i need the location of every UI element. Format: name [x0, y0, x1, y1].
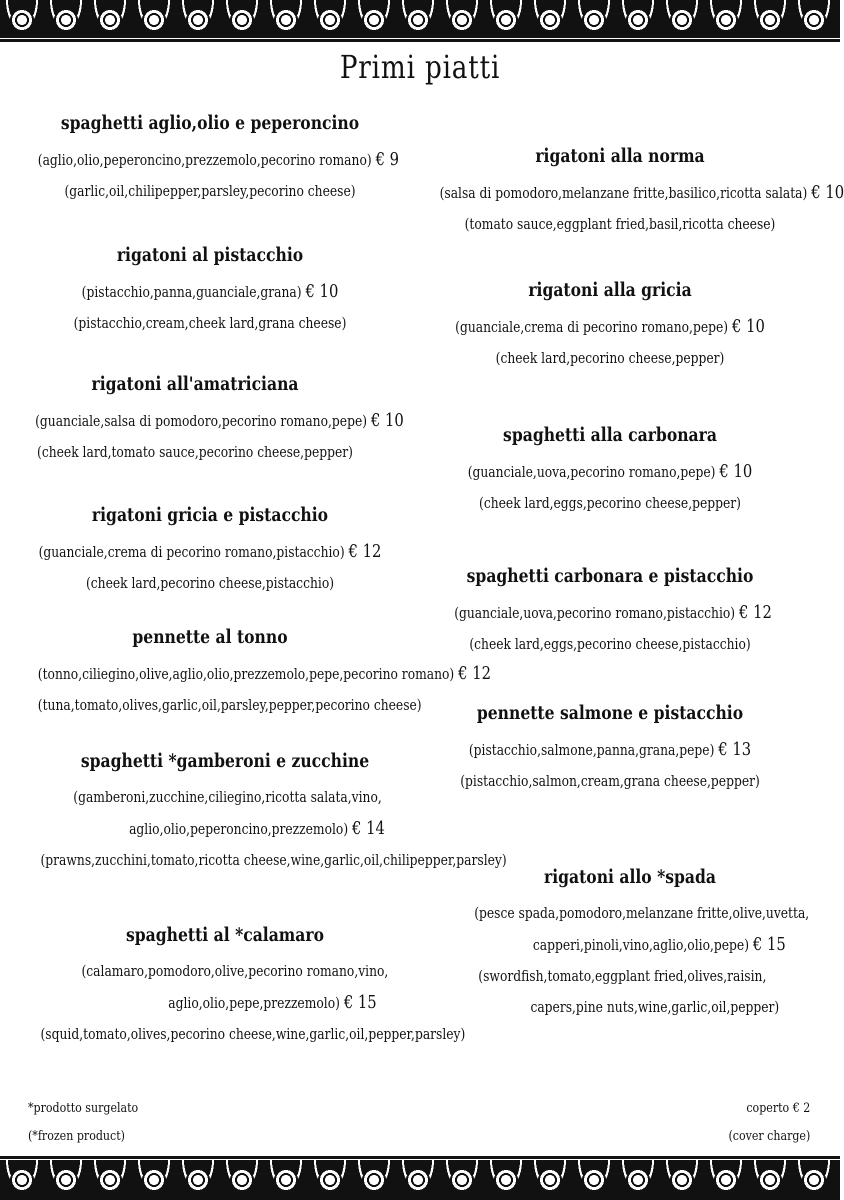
dish-ingredients-it-cont: aglio,olio,pepe,prezzemolo) € 15	[168, 992, 377, 1013]
menu-item	[458, 866, 810, 1023]
dish-name: rigatoni allo *spada	[543, 866, 717, 888]
dish-price: € 9	[375, 149, 400, 170]
dish-price: € 13	[718, 739, 752, 760]
dish-ingredients-it: (salsa di pomodoro,melanzane fritte,basilico,ricotta salata) € 10	[439, 182, 844, 203]
menu-item	[454, 279, 766, 374]
menu-item	[40, 750, 507, 876]
dish-price: € 15	[752, 934, 786, 955]
dish-ingredients-en: (prawns,zucchini,tomato,ricotta cheese,wine,garlic,oil,chilipepper,parsley)	[40, 851, 507, 869]
menu-item	[439, 145, 844, 240]
menu-item	[35, 373, 404, 468]
dish-ingredients-it: (pistacchio,salmone,panna,grana,pepe) € 13	[468, 739, 752, 760]
dish-ingredients-en: (cheek lard,pecorino cheese,pistacchio)	[85, 574, 335, 592]
menu-item	[37, 626, 492, 721]
menu-item	[454, 424, 766, 519]
frozen-note	[28, 1095, 138, 1151]
decorative-border-bottom	[0, 1160, 840, 1200]
dish-ingredients-it: (tonno,ciliegino,olive,aglio,olio,prezzemolo,pepe,pecorino romano) € 12	[37, 663, 492, 684]
dish-name: pennette al tonno	[132, 626, 288, 648]
dish-name: spaghetti al *calamaro	[125, 924, 324, 946]
dish-name: spaghetti aglio,olio e peperoncino	[60, 112, 360, 134]
menu-item	[454, 702, 766, 797]
dish-price: € 14	[352, 818, 385, 839]
menu-item	[38, 244, 382, 339]
dish-price: € 10	[719, 461, 753, 482]
dish-name: rigatoni alla norma	[535, 145, 705, 167]
dish-ingredients-it: (pistacchio,panna,guanciale,grana) € 10	[81, 281, 339, 302]
dish-ingredients-en: (pistacchio,cream,cheek lard,grana cheese)	[73, 314, 347, 332]
dish-ingredients-it: (guanciale,salsa di pomodoro,pecorino romano,pepe) € 10	[35, 410, 404, 431]
dish-name: rigatoni gricia e pistacchio	[91, 504, 329, 526]
dish-ingredients-it: (gamberoni,zucchine,ciliegino,ricotta salata,vino,	[73, 788, 382, 806]
dish-ingredients-en: (tuna,tomato,olives,garlic,oil,parsley,pepper,pecorino cheese)	[37, 696, 422, 714]
dish-ingredients-en: (garlic,oil,chilipepper,parsley,pecorino cheese)	[64, 182, 356, 200]
decorative-border-top	[0, 0, 840, 38]
frozen-note-it: *prodotto surgelato	[28, 1101, 139, 1116]
dish-name: rigatoni alla gricia	[528, 279, 692, 301]
dish-ingredients-en: (cheek lard,tomato sauce,pecorino cheese,pepper)	[37, 443, 353, 461]
dish-price: € 12	[348, 541, 382, 562]
menu-item	[454, 565, 772, 660]
dish-ingredients-it: (guanciale,uova,pecorino romano,pistacchio) € 12	[454, 602, 772, 623]
cover-charge	[728, 1095, 810, 1151]
dish-name: spaghetti alla carbonara	[503, 424, 717, 446]
dish-price: € 10	[370, 410, 404, 431]
dish-name: pennette salmone e pistacchio	[476, 702, 744, 724]
dish-ingredients-en: (cheek lard,eggs,pecorino cheese,pepper)	[479, 494, 741, 512]
dish-ingredients-en-cont: capers,pine nuts,wine,garlic,oil,pepper)	[530, 998, 780, 1016]
dish-price: € 10	[811, 182, 844, 203]
menu-item	[37, 112, 400, 207]
dish-ingredients-it: (guanciale,uova,pecorino romano,pepe) € 10	[467, 461, 753, 482]
dish-ingredients-it: (aglio,olio,peperoncino,prezzemolo,pecorino romano) € 9	[37, 149, 400, 170]
frozen-note-en: (*frozen product)	[28, 1129, 125, 1144]
dish-ingredients-en: (squid,tomato,olives,pecorino cheese,wine,garlic,oil,pepper,parsley)	[40, 1025, 466, 1043]
dish-ingredients-it: (pesce spada,pomodoro,melanzane fritte,olive,uvetta,	[474, 904, 810, 922]
dish-name: rigatoni al pistacchio	[116, 244, 304, 266]
dish-ingredients-en: (tomato sauce,eggplant fried,basil,ricotta cheese)	[464, 215, 776, 233]
dish-name: spaghetti *gamberoni e zucchine	[80, 750, 370, 772]
cover-charge-en: (cover charge)	[728, 1129, 810, 1144]
dish-ingredients-en: (cheek lard,eggs,pecorino cheese,pistacchio)	[469, 635, 751, 653]
dish-ingredients-en: (swordfish,tomato,eggplant fried,olives,raisin,	[478, 967, 767, 985]
dish-ingredients-it-cont: aglio,olio,peperoncino,prezzemolo) € 14	[129, 818, 385, 839]
dish-ingredients-en: (pistacchio,salmon,cream,grana cheese,pepper)	[460, 772, 760, 790]
dish-ingredients-it: (guanciale,crema di pecorino romano,pepe) € 10	[455, 316, 765, 337]
cover-charge-it: coperto € 2	[746, 1101, 810, 1116]
dish-name: spaghetti carbonara e pistacchio	[466, 565, 754, 587]
dish-price: € 12	[458, 663, 492, 684]
dish-price: € 15	[343, 992, 377, 1013]
menu-item	[40, 924, 466, 1050]
dish-ingredients-it: (calamaro,pomodoro,olive,pecorino romano,vino,	[81, 962, 389, 980]
dish-price: € 12	[739, 602, 772, 623]
dish-price: € 10	[731, 316, 765, 337]
dish-ingredients-it-cont: capperi,pinoli,vino,aglio,olio,pepe) € 15	[532, 934, 786, 955]
dish-price: € 10	[305, 281, 339, 302]
dish-name: rigatoni all'amatriciana	[91, 373, 299, 395]
dish-ingredients-en: (cheek lard,pecorino cheese,pepper)	[495, 349, 725, 367]
menu-item	[38, 504, 382, 599]
page-title: Primi piatti	[339, 48, 501, 86]
dish-ingredients-it: (guanciale,crema di pecorino romano,pistacchio) € 12	[38, 541, 382, 562]
